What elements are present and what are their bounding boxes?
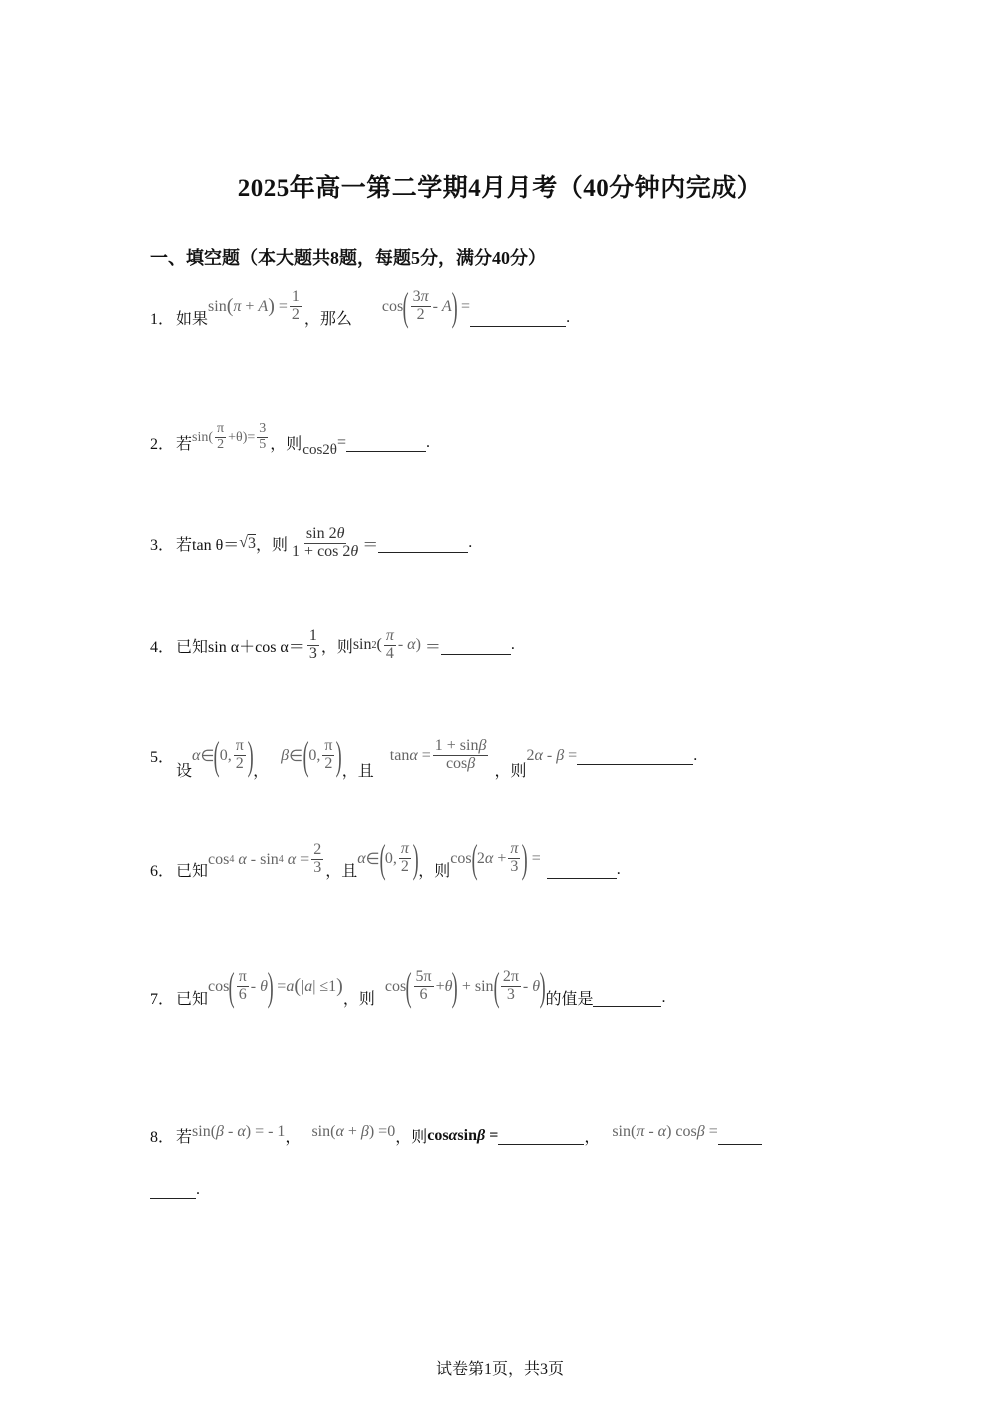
page-footer: 试卷第1页，共3页 [435,1361,564,1378]
question-text: 已知 [176,991,209,1008]
formula: sin( π - α ) cos β = [612,1122,718,1140]
question-text: ，则 [256,536,289,554]
answer-blank[interactable] [593,988,661,1007]
question-4: 4． 已知 sin α＋cos α＝ $\frac{1}{3}$ ，则 sin 2 ( $\frac{\pi}{4}$ - α) ＝ . [150,627,515,662]
question-text: ，那么 [303,311,352,328]
answer-blank[interactable] [498,1126,584,1145]
answer-blank[interactable] [577,746,693,765]
formula: $\frac{\sin 2\theta}{1 + \cos 2\theta}$ ＝ [292,525,379,560]
question-number: 2． [150,436,175,453]
question-5: 5． 设 α ∈ ( 0, $\frac{\pi}{2}$ ) ， β ∈ ( 0, $\frac{\pi}{2}$ ) ，且 tan α = $\frac{1 + \sin\beta}{\cos\beta}$ ，则 2 α - β = . [150,732,698,780]
formula: √ 3 [239,534,257,552]
question-text: ，则 [320,638,353,656]
question-text: 若 [176,436,193,453]
question-text: ，则 [270,436,303,453]
question-text: ，则 [494,763,527,780]
question-number: 4． [150,638,175,656]
question-text: 若 [176,1129,193,1146]
question-number: 5． [150,749,175,766]
formula: cos α sin β = [427,1126,499,1144]
formula: $\frac{1}{3}$ [308,627,317,662]
question-1: 1． 如果 sin ( π + A ) = $\frac{1}{2}$ ，那么 cos ( $\frac{3\pi}{2}$ - A ) = . [150,283,571,329]
formula: sin( $\frac{\pi}{2}$ +θ)= $\frac{3}{5}$ [192,421,267,452]
question-text: 的值是 [545,991,594,1008]
question-8-continuation: . [150,1180,200,1199]
question-6: 6． 已知 cos 4 α - sin 4 α = $\frac{2}{3}$ ，且 α ∈ ( 0, $\frac{\pi}{2}$ ) ，则 cos ( 2 α + $\frac{\pi}{3}$ ) = . [150,835,621,881]
formula: α ∈ ( 0, $\frac{\pi}{2}$ ) [357,835,419,881]
question-text: 已知 [176,863,209,880]
formula: cos ( $\frac{5\pi}{6}$ + θ ) + sin ( $\frac{2\pi}{3}$ - θ ) [384,963,546,1009]
question-text: 如果 [176,311,209,328]
question-text: ，则 [395,1129,428,1146]
answer-blank[interactable] [346,433,426,452]
question-text: ，则 [342,991,375,1008]
formula: cos 4 α - sin 4 α = $\frac{2}{3}$ [208,841,322,876]
formula: sin( α + β ) =0 [311,1122,396,1140]
page-title: 2025年高一第二学期4月月考（40分钟内完成） [237,175,763,202]
formula: β ∈ ( 0, $\frac{\pi}{2}$ ) [281,732,343,778]
formula: cos ( $\frac{3\pi}{2}$ - A ) = [381,283,471,329]
answer-blank[interactable] [470,308,566,327]
answer-blank[interactable] [378,534,468,553]
question-3: 3． 若 tan θ＝ √ 3 ，则 $\frac{\sin 2\theta}{1 + \cos 2\theta}$ ＝ . [150,525,473,560]
formula: cos2θ [302,442,337,458]
answer-blank[interactable] [547,860,617,879]
formula: α ∈ ( 0, $\frac{\pi}{2}$ ) [192,732,254,778]
question-7: 7． 已知 cos ( $\frac{\pi}{6}$ - θ ) = a ( | a | ≤1 ) ，则 cos ( $\frac{5\pi}{6}$ + θ ) + sin ( $\frac{2\pi}{3}$ - θ ) 的值是 . [150,963,666,1009]
question-number: 8． [150,1129,175,1146]
formula: tan α = $\frac{1 + \sin\beta}{\cos\beta}$ [389,737,487,772]
formula: cos ( $\frac{\pi}{6}$ - θ ) = a ( | a | ≤1 ) [208,963,343,1009]
question-text: ，且 [341,763,374,780]
question-text: 已知 [176,638,209,656]
formula: sin( β - α ) = - 1 [192,1122,286,1140]
question-text: ，则 [418,863,451,880]
answer-blank[interactable] [441,636,511,655]
formula: tan θ＝ [192,536,240,554]
section-heading: 一、填空题（本大题共8题，每题5分，满分40分） [150,248,546,268]
question-number: 1． [150,311,175,328]
formula: 2 α - β = [526,746,578,764]
question-text: ，且 [325,863,358,880]
question-number: 3． [150,536,175,554]
question-number: 6． [150,863,175,880]
question-2: 2． 若 sin( $\frac{\pi}{2}$ +θ)= $\frac{3}{5}$ ，则 cos2θ = . [150,421,431,458]
formula: sin 2 ( $\frac{\pi}{4}$ - α) ＝ [352,627,441,662]
question-text: 设 [176,763,193,780]
question-text: 若 [176,536,193,554]
answer-blank[interactable] [718,1126,762,1145]
question-number: 7． [150,991,175,1008]
formula: sin ( π + A ) = $\frac{1}{2}$ [208,288,300,323]
answer-blank[interactable] [150,1180,196,1199]
formula: sin α＋cos α＝ [208,638,305,656]
question-8: 8． 若 sin( β - α ) = - 1 ， sin( α + β ) =0 ，则 cos α sin β = ， sin( π - α ) cos β = [150,1124,762,1147]
formula: cos ( 2 α + $\frac{\pi}{3}$ ) = [450,835,541,881]
